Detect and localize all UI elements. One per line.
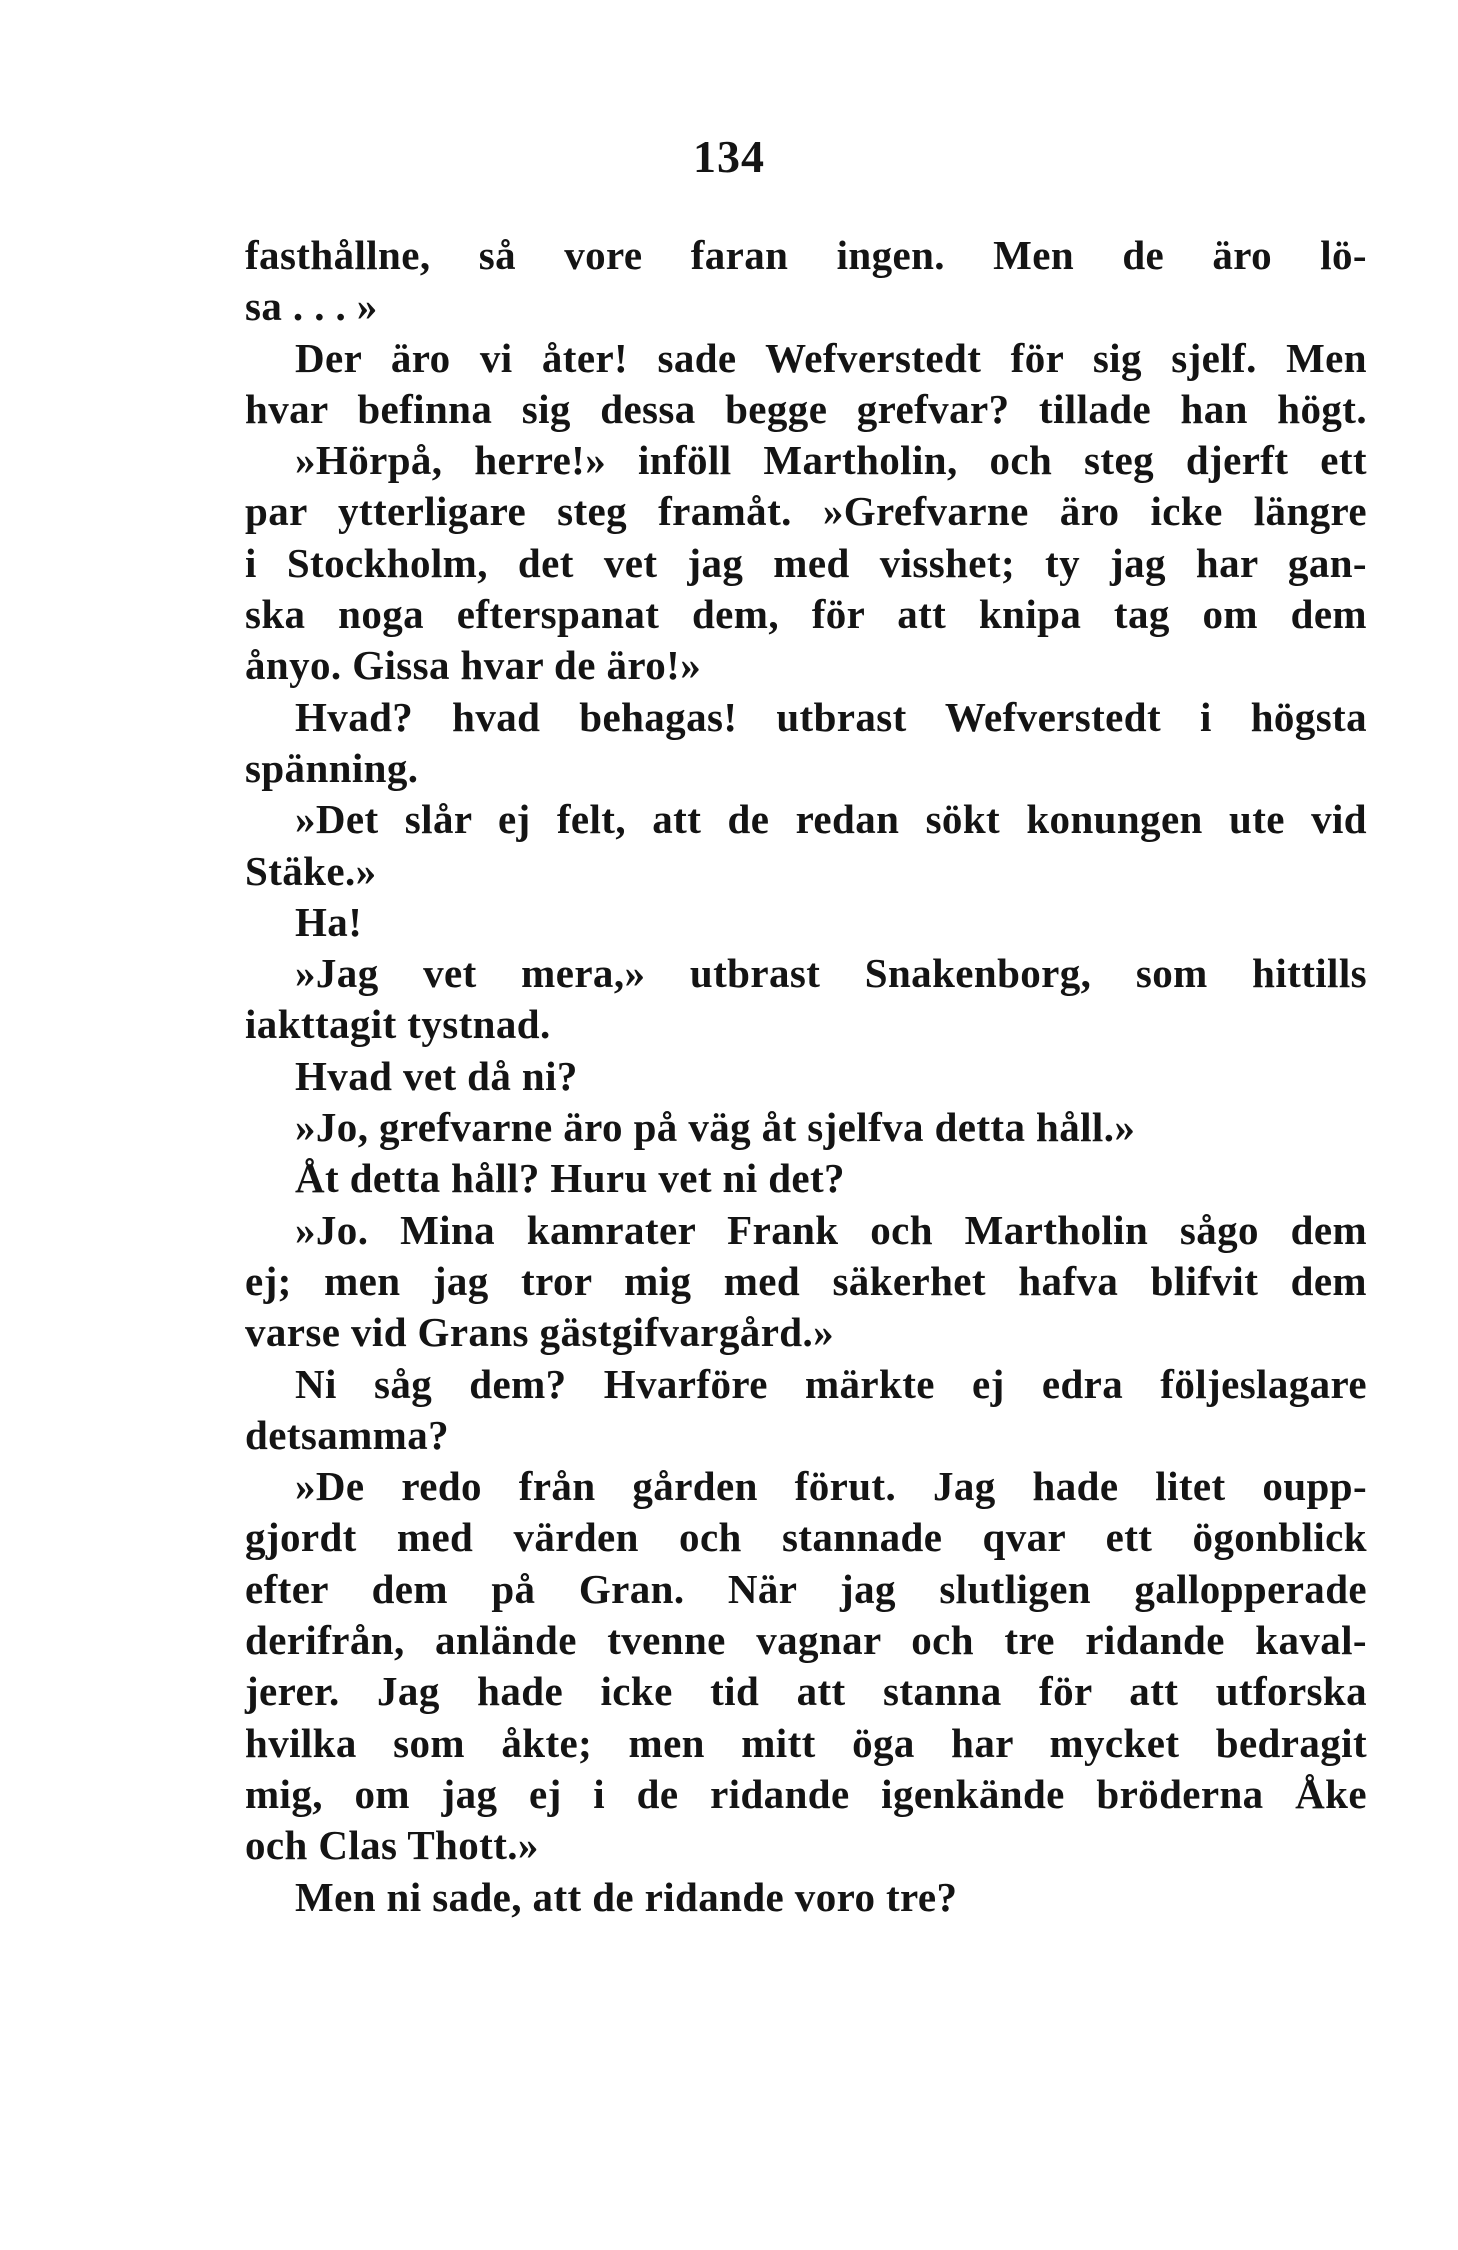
text-line: mig, om jag ej i de ridande igenkände bröderna Åke: [245, 1770, 1367, 1817]
text-line: gjordt med värden och stannade qvar ett ögonblick: [245, 1514, 1367, 1561]
text-line: »Det slår ej felt, att de redan sökt konungen ute vid: [295, 796, 1367, 843]
text-line: hvilka som åkte; men mitt öga har mycket bedragit: [245, 1719, 1367, 1766]
body-text: [245, 230, 1367, 1923]
text-line: »Jag vet mera,» utbrast Snakenborg, som hittills: [295, 950, 1367, 997]
text-line: i Stockholm, det vet jag med visshet; ty jag har gan-: [245, 539, 1367, 586]
text-line: Stäke.»: [245, 847, 377, 894]
text-line: sa . . . »: [245, 283, 378, 330]
text-line: efter dem på Gran. När jag slutligen gallopperade: [245, 1565, 1367, 1612]
text-line: »Jo. Mina kamrater Frank och Martholin sågo dem: [295, 1206, 1367, 1253]
text-line: hvar befinna sig dessa begge grefvar? tillade han högt.: [245, 385, 1367, 432]
text-line: Hvad? hvad behagas! utbrast Wefverstedt i högsta: [295, 693, 1367, 740]
text-line: detsamma?: [245, 1411, 450, 1458]
text-line: Der äro vi åter! sade Wefverstedt för sig sjelf. Men: [295, 334, 1367, 381]
text-line: Ni såg dem? Hvarföre märkte ej edra följeslagare: [295, 1360, 1367, 1407]
text-line: ånyo. Gissa hvar de äro!»: [245, 642, 702, 689]
text-line: Åt detta håll? Huru vet ni det?: [295, 1155, 845, 1202]
text-line: derifrån, anlände tvenne vagnar och tre ridande kaval-: [245, 1617, 1367, 1664]
text-line: Hvad vet då ni?: [295, 1052, 578, 1099]
text-line: »De redo från gården förut. Jag hade litet oupp-: [295, 1463, 1367, 1510]
text-line: ej; men jag tror mig med säkerhet hafva blifvit dem: [245, 1257, 1367, 1304]
text-line: jerer. Jag hade icke tid att stanna för att utforska: [245, 1668, 1367, 1715]
text-line: spänning.: [245, 744, 419, 791]
text-line: »Jo, grefvarne äro på väg åt sjelfva detta håll.»: [295, 1104, 1136, 1151]
text-line: ska noga efterspanat dem, för att knipa tag om dem: [245, 591, 1367, 638]
text-line: »Hörpå, herre!» inföll Martholin, och steg djerft ett: [295, 437, 1367, 484]
text-line: varse vid Grans gästgifvargård.»: [245, 1309, 835, 1356]
text-line: fasthållne, så vore faran ingen. Men de äro lö-: [245, 232, 1367, 278]
text-line: Men ni sade, att de ridande voro tre?: [295, 1873, 958, 1920]
text-line: par ytterligare steg framåt. »Grefvarne äro icke längre: [245, 488, 1367, 535]
text-line: iakttagit tystnad.: [245, 1001, 551, 1048]
page-number: 134: [693, 131, 765, 182]
text-line: och Clas Thott.»: [245, 1822, 539, 1869]
text-line: Ha!: [295, 898, 363, 945]
